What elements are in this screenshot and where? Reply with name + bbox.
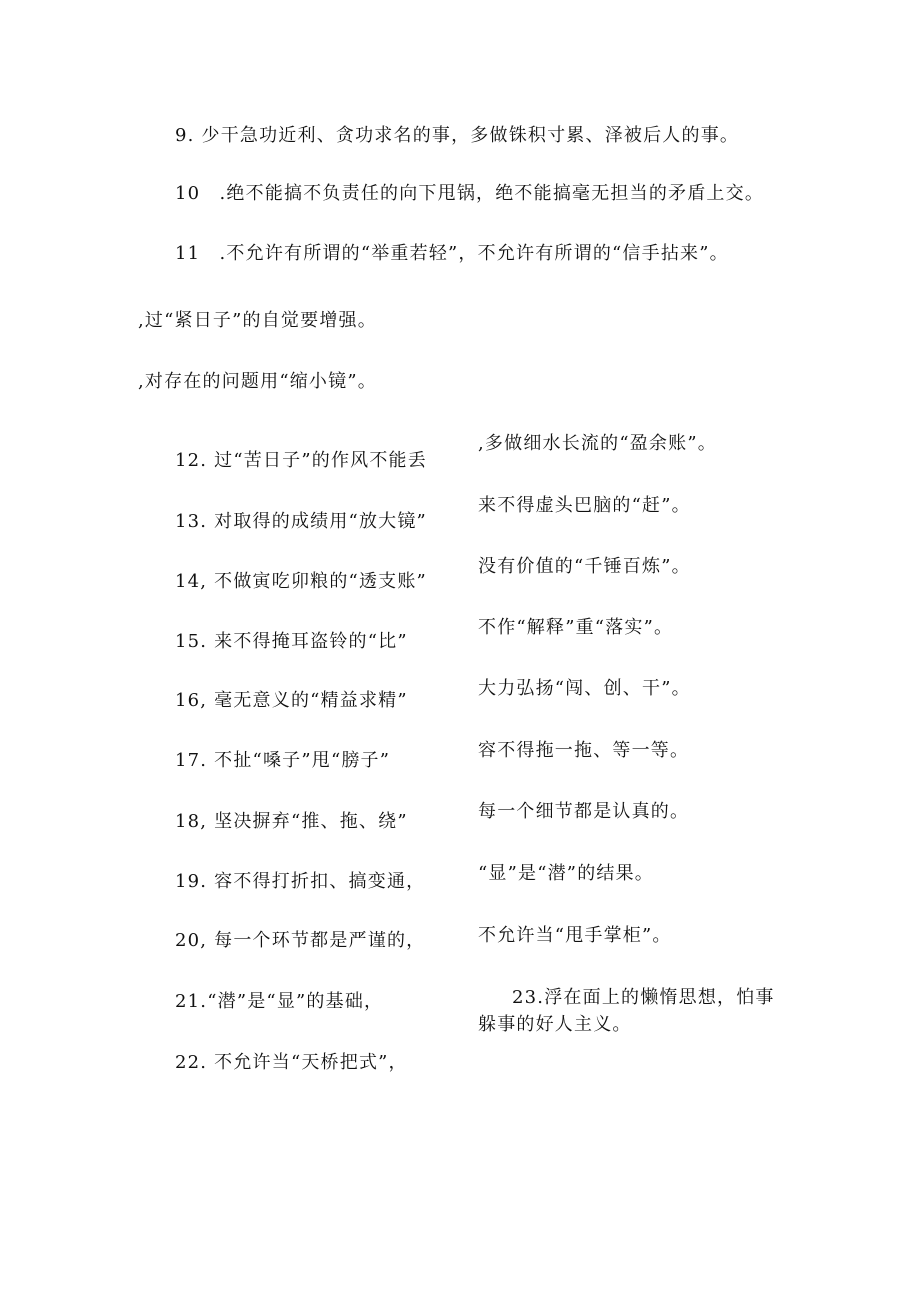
left-item-21: 21.“潜”是“显”的基础， [175,991,384,1012]
fragment-shrink-glass: ,对存在的问题用“缩小镜”。 [138,371,377,392]
left-item-15: 15. 来不得掩耳盗铃的“比” [175,631,408,652]
right-item-5: 大力弘扬“闯、创、干”。 [478,678,691,699]
paragraph-10: 10 .绝不能搞不负责任的向下甩锅，绝不能搞毫无担当的矛盾上交。 [175,183,765,204]
right-item-2: 来不得虚头巴脑的“赶”。 [478,495,691,516]
left-item-14: 14, 不做寅吃卯粮的“透支账” [175,571,427,592]
left-item-20: 20, 每一个环节都是严谨的， [175,930,426,951]
left-item-13: 13. 对取得的成绩用“放大镜” [175,511,427,532]
right-item-9: 不允许当“甩手掌柜”。 [478,925,672,946]
right-item-8: “显”是“潜”的结果。 [478,863,655,884]
fragment-tight-days: ,过“紧日子”的自觉要增强。 [138,310,377,331]
right-item-3: 没有价值的“千锤百炼”。 [478,556,691,577]
right-item-1: ,多做细水长流的“盈余账”。 [478,433,717,454]
paragraph-9: 9. 少干急功近利、贪功求名的事，多做铢积寸累、泽被后人的事。 [175,125,740,146]
paragraph-11: 11 .不允许有所谓的“举重若轻”，不允许有所谓的“信手拈来”。 [175,243,729,264]
left-item-17: 17. 不扯“嗓子”甩“膀子” [175,750,391,771]
left-item-22: 22. 不允许当“天桥把式”， [175,1052,408,1073]
left-item-18: 18, 坚决摒弃“推、拖、绕” [175,811,408,832]
left-item-19: 19. 容不得打折扣、搞变通， [175,871,426,892]
right-item-7: 每一个细节都是认真的。 [478,801,690,822]
item-23: 23.浮在面上的懒惰思想，怕事躲事的好人主义。 [478,987,775,1035]
right-item-4: 不作“解释”重“落实”。 [478,617,674,638]
left-item-16: 16, 毫无意义的“精益求精” [175,690,408,711]
right-item-6: 容不得拖一拖、等一等。 [478,740,690,761]
left-item-12: 12. 过“苦日子”的作风不能丢 [175,450,427,471]
